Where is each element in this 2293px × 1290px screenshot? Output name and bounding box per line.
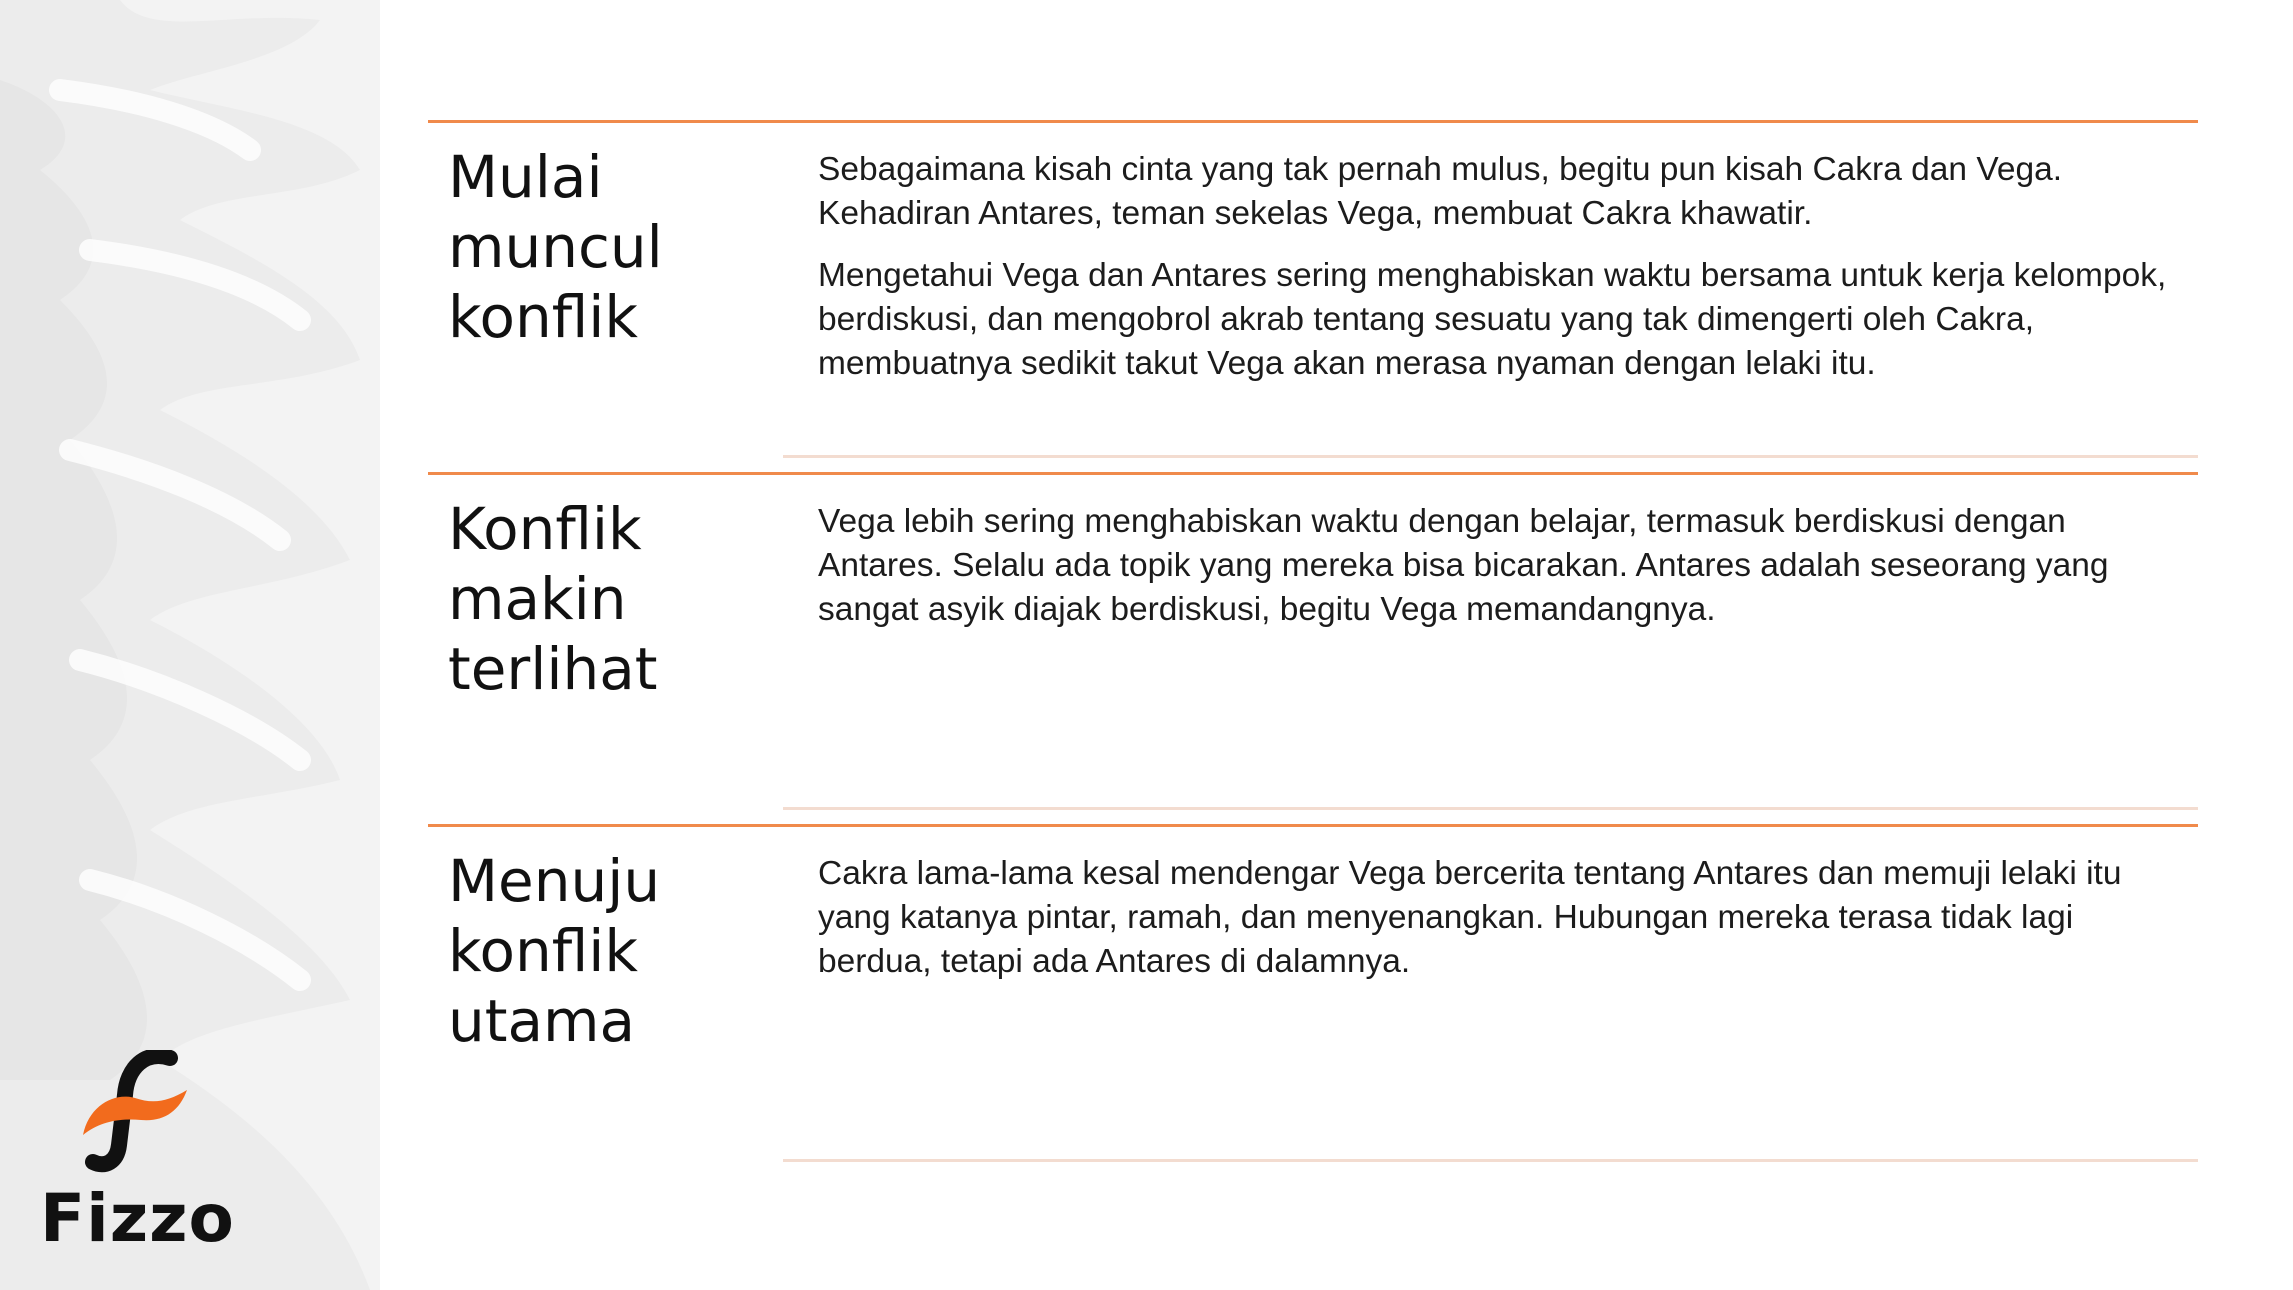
heading-line: Konflik xyxy=(448,495,642,563)
heading-line: Mulai xyxy=(448,143,603,211)
brand-name: Fizzo xyxy=(40,1180,235,1257)
section-top-rule xyxy=(428,120,2198,123)
section-bottom-rule xyxy=(783,807,2198,810)
section-paragraph: Cakra lama-lama kesal mendengar Vega bercerita tentang Antares dan memuji lelaki itu yang katanya pintar, ramah, dan menyenangkan. Hubungan mereka terasa tidak lagi berdua, tetapi ada Antares di dalamnya. xyxy=(818,855,2122,980)
heading-line: muncul xyxy=(448,213,663,281)
heading-line: konflik xyxy=(448,283,639,351)
heading-line: makin xyxy=(448,565,627,633)
section-heading xyxy=(448,142,778,352)
heading-line: utama xyxy=(448,987,636,1055)
section-mulai-muncul-konflik xyxy=(428,120,2198,460)
section-paragraph: Sebagaimana kisah cinta yang tak pernah mulus, begitu pun kisah Cakra dan Vega. Kehadiran Antares, teman sekelas Vega, membuat Cakra khawatir. xyxy=(818,151,2063,232)
fizzo-logo-mark-icon xyxy=(75,1050,195,1180)
section-body xyxy=(818,852,2193,1002)
heading-line: konflik xyxy=(448,917,639,985)
section-konflik-makin-terlihat xyxy=(428,472,2198,812)
section-top-rule xyxy=(428,824,2198,827)
heading-line: Menuju xyxy=(448,847,661,915)
section-body xyxy=(818,148,2193,404)
section-menuju-konflik-utama xyxy=(428,824,2198,1164)
section-body xyxy=(818,500,2193,650)
section-top-rule xyxy=(428,472,2198,475)
section-paragraph: Mengetahui Vega dan Antares sering menghabiskan waktu bersama untuk kerja kelompok, berdiskusi, dan mengobrol akrab tentang sesuatu yang tak dimengerti oleh Cakra, membuatnya sedikit takut Vega akan merasa nyaman dengan lelaki itu. xyxy=(818,257,2167,382)
section-paragraph: Vega lebih sering menghabiskan waktu dengan belajar, termasuk berdiskusi dengan Antares. Selalu ada topik yang mereka bisa bicarakan. Antares adalah seseorang yang sangat asyik diajak berdiskusi, begitu Vega memandangnya. xyxy=(818,503,2109,628)
heading-line: terlihat xyxy=(448,635,658,703)
section-heading xyxy=(448,494,778,704)
section-bottom-rule xyxy=(783,1159,2198,1162)
fizzo-logo xyxy=(40,1050,235,1260)
section-bottom-rule xyxy=(783,455,2198,458)
section-heading xyxy=(448,846,778,1056)
